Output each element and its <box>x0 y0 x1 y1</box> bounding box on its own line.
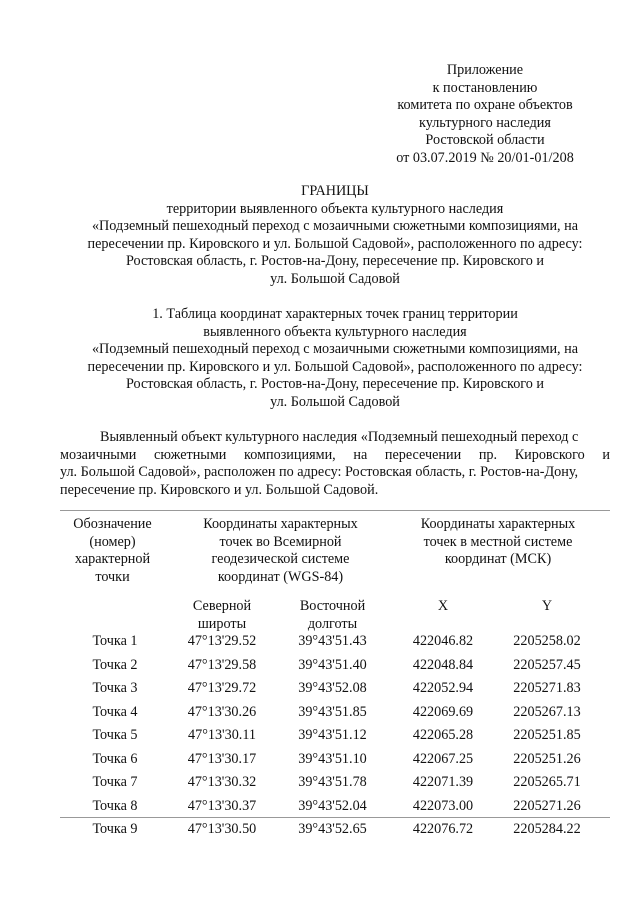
table-row <box>60 680 610 704</box>
latitude-cell: 47°13'30.50 <box>187 821 257 837</box>
row-separator <box>60 817 610 818</box>
latitude-cell: 47°13'30.37 <box>187 797 257 814</box>
latitude-cell: 47°13'30.11 <box>188 727 256 743</box>
header-text: характерной <box>74 551 151 567</box>
longitude-cell: 39°43'52.04 <box>298 797 367 814</box>
header-text: точки <box>95 568 130 585</box>
y-coordinate-cell: 2205265.71 <box>513 774 581 790</box>
title-line: пересечении пр. Кировского и ул. Большой Садовой», расположенного по адресу: <box>87 235 583 252</box>
latitude-cell: 47°13'29.58 <box>187 656 257 673</box>
header-text: координат (WGS-84) <box>217 568 344 585</box>
paragraph-line: ул. Большой Садовой», расположен по адресу: Ростовская область, г. Ростов-на-Дону, <box>60 464 579 480</box>
latitude-cell: 47°13'29.52 <box>187 633 257 649</box>
paragraph-word: мозаичными <box>60 446 137 463</box>
header-text: Y <box>541 598 553 614</box>
y-coordinate-cell: 2205284.22 <box>513 821 581 837</box>
paragraph-line-justified <box>60 447 610 465</box>
latitude-cell: 47°13'30.26 <box>187 703 257 720</box>
header-text: (номер) <box>89 533 136 550</box>
longitude-cell: 39°43'51.10 <box>298 750 367 767</box>
longitude-cell: 39°43'51.43 <box>298 633 367 649</box>
x-coordinate-cell: 422067.25 <box>412 750 474 767</box>
longitude-cell: 39°43'51.85 <box>298 703 367 720</box>
appendix-block <box>380 62 590 167</box>
table-top-rule <box>60 510 610 511</box>
point-name-cell: Точка 3 <box>92 680 138 696</box>
y-coordinate-cell: 2205271.26 <box>513 797 581 814</box>
x-coordinate-cell: 422052.94 <box>412 680 474 696</box>
x-coordinate-cell: 422069.69 <box>412 703 474 720</box>
header-text: точек в местной системе <box>423 533 573 550</box>
point-name-cell: Точка 6 <box>92 750 138 767</box>
header-text: Координаты характерных <box>203 516 358 532</box>
title-line: территории выявленного объекта культурного наследия <box>166 200 504 217</box>
point-name-cell: Точка 8 <box>92 797 138 814</box>
appendix-line: от 03.07.2019 № 20/01-01/208 <box>396 149 574 166</box>
header-text: широты <box>197 615 247 632</box>
point-name-cell: Точка 7 <box>92 774 138 790</box>
x-coordinate-cell: 422048.84 <box>412 656 474 673</box>
x-coordinate-cell: 422046.82 <box>412 633 474 649</box>
longitude-cell: 39°43'52.65 <box>298 821 367 837</box>
header-text: Обозначение <box>73 516 152 532</box>
paragraph-line: Выявленный объект культурного наследия «Подземный пешеходный переход с <box>100 429 579 445</box>
point-name-cell: Точка 4 <box>92 703 138 720</box>
caption-line: пересечении пр. Кировского и ул. Большой Садовой», расположенного по адресу: <box>87 358 583 375</box>
header-longitude <box>285 598 380 633</box>
header-text: геодезической системе <box>211 551 350 567</box>
caption-line: выявленного объекта культурного наследия <box>203 323 467 340</box>
caption-line: Ростовская область, г. Ростов-на-Дону, пересечение пр. Кировского и <box>125 376 545 392</box>
caption-line: ул. Большой Садовой <box>270 393 400 410</box>
header-text: X <box>437 598 449 614</box>
paragraph-line: пересечение пр. Кировского и ул. Большой Садовой. <box>60 481 379 498</box>
paragraph-word: пр. <box>478 446 498 463</box>
x-coordinate-cell: 422076.72 <box>412 821 474 837</box>
y-coordinate-cell: 2205257.45 <box>513 656 581 673</box>
header-point-id <box>60 516 165 586</box>
header-x <box>398 598 488 616</box>
y-coordinate-cell: 2205267.13 <box>513 703 581 720</box>
longitude-cell: 39°43'52.08 <box>298 680 367 696</box>
appendix-line: Ростовской области <box>425 132 545 148</box>
title-line: ул. Большой Садовой <box>270 270 400 287</box>
title-line: «Подземный пешеходный переход с мозаичными сюжетными композициями, на <box>91 218 579 234</box>
latitude-cell: 47°13'30.17 <box>187 750 257 767</box>
x-coordinate-cell: 422071.39 <box>412 774 474 790</box>
paragraph-word: и <box>602 446 610 463</box>
header-text: координат (МСК) <box>444 551 552 567</box>
title-line: Ростовская область, г. Ростов-на-Дону, пересечение пр. Кировского и <box>125 253 545 269</box>
header-y <box>498 598 596 616</box>
paragraph-word: Кировского <box>514 446 585 463</box>
appendix-line: комитета по охране объектов <box>397 97 573 113</box>
caption-line: «Подземный пешеходный переход с мозаичными сюжетными композициями, на <box>91 341 579 357</box>
header-text: Северной <box>192 598 252 614</box>
x-coordinate-cell: 422065.28 <box>412 727 474 743</box>
point-name-cell: Точка 9 <box>92 821 138 837</box>
appendix-line: культурного наследия <box>419 114 551 131</box>
table-row <box>60 751 610 775</box>
header-wgs84 <box>178 516 383 586</box>
paragraph-word: пересечении <box>384 446 462 463</box>
caption-line: 1. Таблица координат характерных точек границ территории <box>152 306 518 322</box>
paragraph-word: сюжетными <box>154 446 227 463</box>
latitude-cell: 47°13'29.72 <box>187 680 257 696</box>
y-coordinate-cell: 2205271.83 <box>513 680 581 696</box>
paragraph-word: на <box>353 446 368 463</box>
header-msk <box>398 516 598 569</box>
table-row <box>60 657 610 681</box>
header-text: Координаты характерных <box>420 516 576 532</box>
table-row <box>60 633 610 657</box>
document-title <box>60 183 610 288</box>
longitude-cell: 39°43'51.78 <box>298 774 367 790</box>
header-text: точек во Всемирной <box>219 533 342 550</box>
y-coordinate-cell: 2205251.26 <box>513 750 581 767</box>
y-coordinate-cell: 2205251.85 <box>513 727 581 743</box>
header-text: Восточной <box>299 598 366 614</box>
point-name-cell: Точка 1 <box>92 633 138 649</box>
header-latitude <box>178 598 266 633</box>
longitude-cell: 39°43'51.12 <box>298 727 367 743</box>
x-coordinate-cell: 422073.00 <box>412 797 474 814</box>
table-row <box>60 727 610 751</box>
body-paragraph <box>60 429 610 499</box>
point-name-cell: Точка 5 <box>92 727 138 743</box>
header-text: долготы <box>307 615 358 632</box>
table-caption <box>60 306 610 411</box>
table-row <box>60 821 610 845</box>
table-row <box>60 774 610 798</box>
appendix-line: к постановлению <box>432 79 538 96</box>
appendix-line: Приложение <box>446 62 524 78</box>
title-heading: ГРАНИЦЫ <box>301 183 369 199</box>
paragraph-word: композициями, <box>244 446 336 463</box>
longitude-cell: 39°43'51.40 <box>298 656 367 673</box>
latitude-cell: 47°13'30.32 <box>187 774 257 790</box>
point-name-cell: Точка 2 <box>92 656 138 673</box>
y-coordinate-cell: 2205258.02 <box>513 633 581 649</box>
table-row <box>60 704 610 728</box>
